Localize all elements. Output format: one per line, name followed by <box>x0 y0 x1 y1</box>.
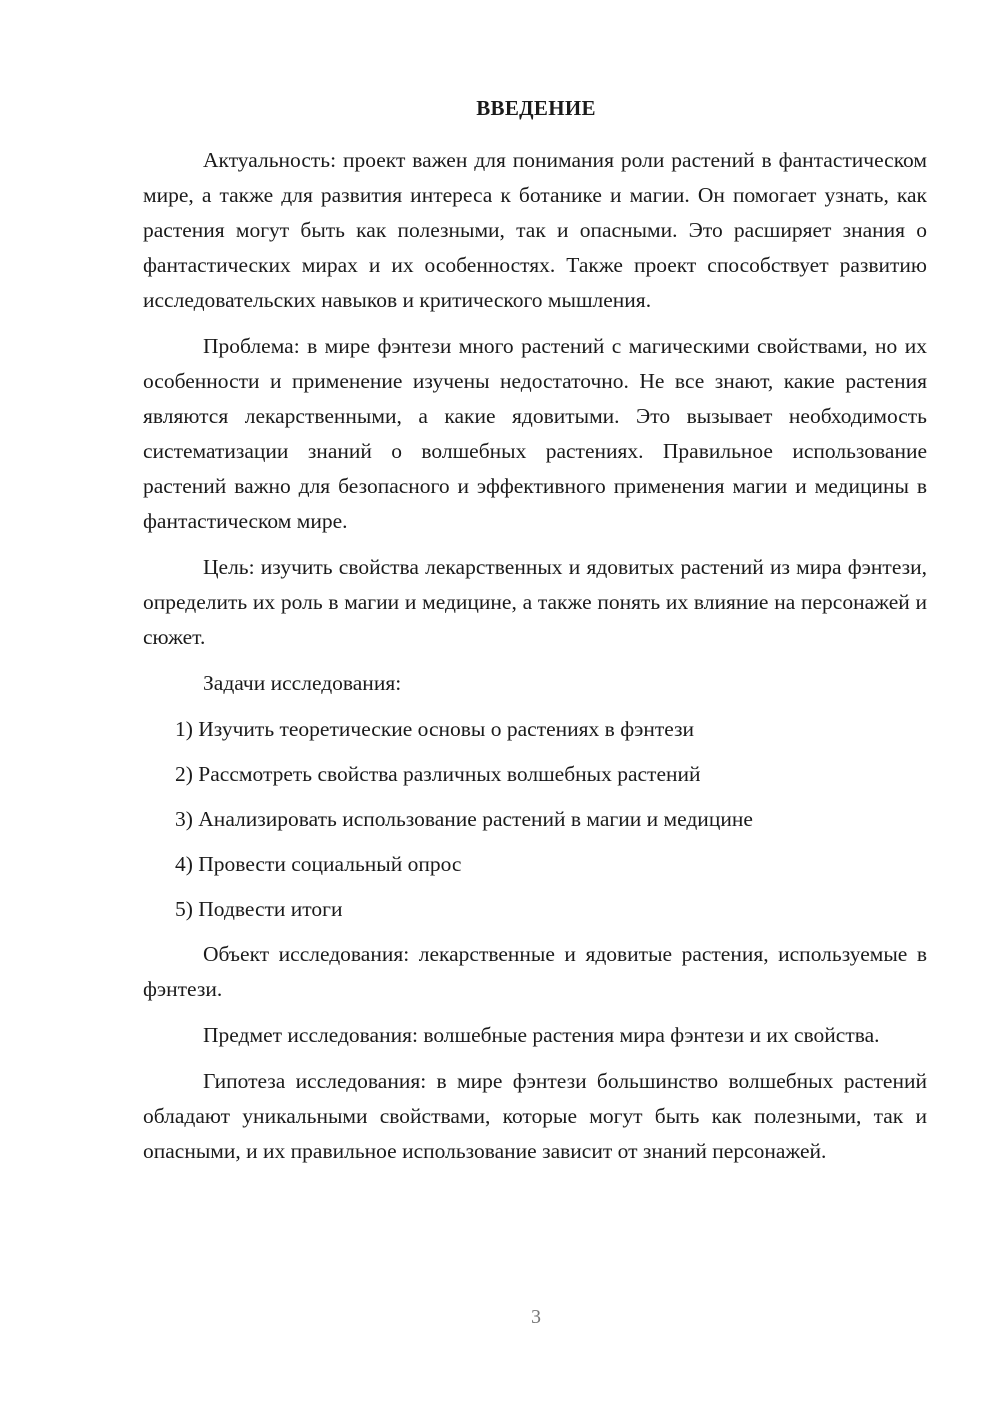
tasks-heading: Задачи исследования: <box>203 671 402 695</box>
paragraph-relevance: Актуальность: проект важен для понимания роли растений в фантастическом мире, а также для развития интереса к ботанике и магии. Он помогает узнать, как растения могут быть как полезными, так и опасными. Это расширяет знания о фантастических мирах и их особенностях. Также проект способствует развитию исследовательских навыков и критического мышления. <box>143 148 927 312</box>
section-title: ВВЕДЕНИЕ <box>476 96 596 120</box>
paragraph-goal: Цель: изучить свойства лекарственных и ядовитых растений из мира фэнтези, определить их роль в магии и медицине, а также понять их влияние на персонажей и сюжет. <box>143 555 927 649</box>
paragraph-subject: Предмет исследования: волшебные растения мира фэнтези и их свойства. <box>203 1023 880 1047</box>
task-item: 2) Рассмотреть свойства различных волшебных растений <box>175 762 701 786</box>
task-item: 3) Анализировать использование растений в магии и медицине <box>175 807 753 831</box>
paragraph-problem: Проблема: в мире фэнтези много растений с магическими свойствами, но их особенности и применение изучены недостаточно. Не все знают, какие растения являются лекарственными, а какие ядовитыми. Это вызывает необходимость систематизации знаний о волшебных растениях. Правильное использование растений важно для безопасного и эффективного применения магии и медицины в фантастическом мире. <box>143 334 927 533</box>
paragraph-hypothesis: Гипотеза исследования: в мире фэнтези большинство волшебных растений обладают уникальными свойствами, которые могут быть как полезными, так и опасными, и их правильное использование зависит от знаний персонажей. <box>143 1069 927 1163</box>
page-number: 3 <box>531 1306 541 1328</box>
task-item: 1) Изучить теоретические основы о растениях в фэнтези <box>175 717 695 741</box>
paragraph-object: Объект исследования: лекарственные и ядовитые растения, используемые в фэнтези. <box>143 942 927 1001</box>
task-item: 4) Провести социальный опрос <box>175 852 462 876</box>
task-item: 5) Подвести итоги <box>175 897 343 921</box>
document-body <box>143 143 927 1180</box>
